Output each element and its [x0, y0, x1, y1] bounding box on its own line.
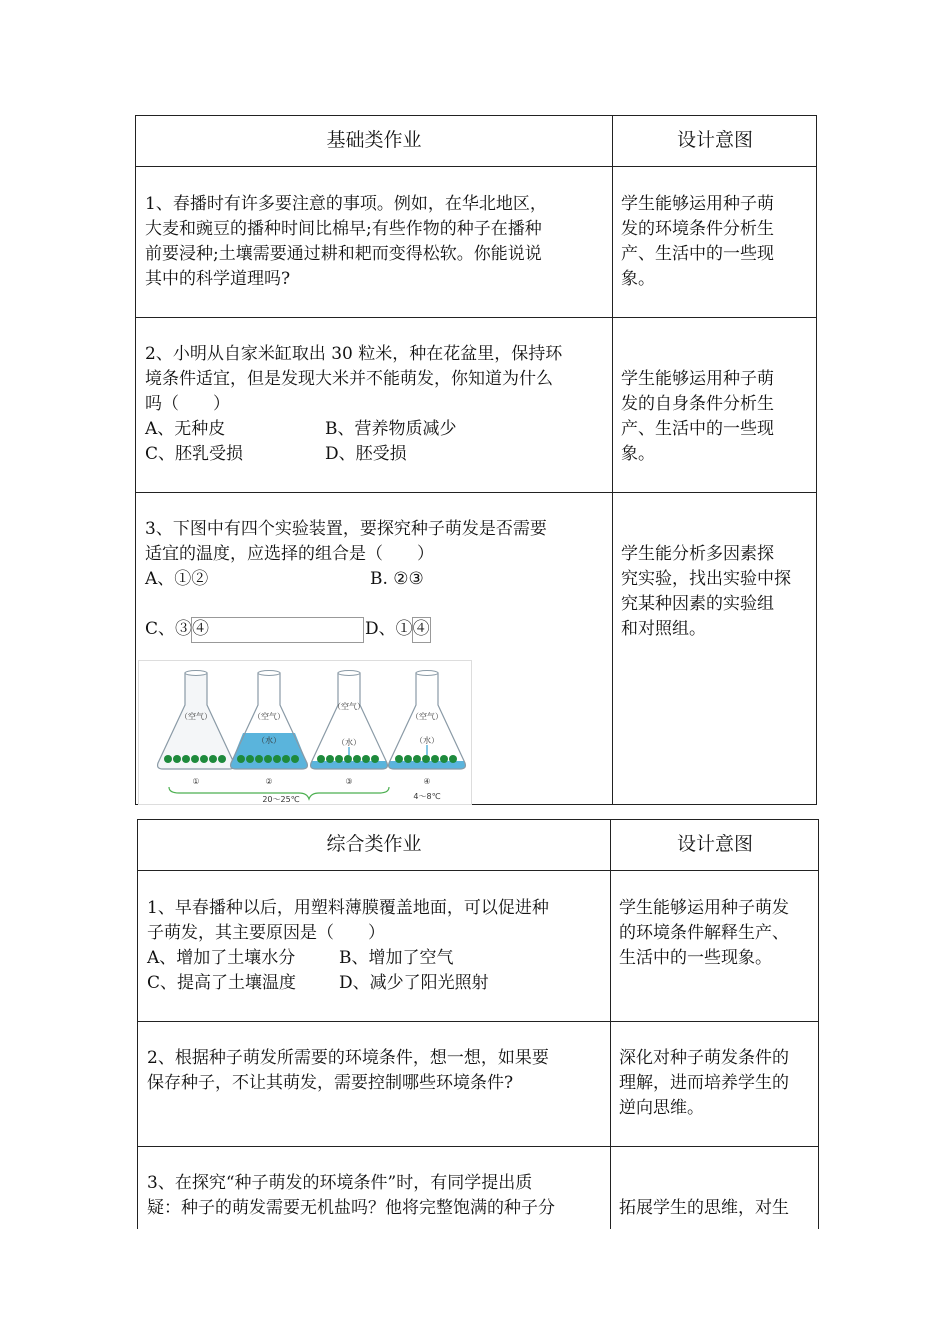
comprehensive-intent-3: 拓展学生的思维，对生	[619, 1198, 789, 1218]
basic-header-intent: 设计意图	[676, 129, 753, 151]
flask-2	[231, 671, 308, 787]
q3-option-a: A、①②	[145, 569, 209, 589]
flask-2-label-water: （水）	[257, 736, 281, 745]
flask-4-label-water: （水）	[415, 736, 439, 745]
basic-intent-2: 学生能够运用种子萌 发的自身条件分析生 产、生活中的一些现 象。	[621, 369, 774, 464]
flask-experiment-figure	[138, 660, 472, 805]
basic-header-homework: 基础类作业	[326, 129, 422, 151]
comprehensive-header-intent: 设计意图	[676, 833, 753, 855]
temperature-range-warm: 20～25℃	[262, 795, 300, 804]
flask-2-number: ②	[265, 777, 273, 786]
flask-3-label-water: （水）	[337, 738, 361, 747]
c-q1-option-d: D、减少了阳光照射	[339, 973, 489, 993]
basic-q3: 3、下图中有四个实验装置，要探究种子萌发是否需要 适宜的温度，应选择的组合是（ ） A、①② B. ②③ C、③④ D、①④	[145, 517, 610, 642]
q3-option-c: C、③④	[145, 619, 210, 639]
flask-4-number: ④	[423, 777, 431, 786]
c-q1-option-a: A、增加了土壤水分	[147, 948, 296, 968]
flask-diagram	[139, 661, 471, 804]
comprehensive-intent-2: 深化对种子萌发条件的 理解，进而培养学生的 逆向思维。	[619, 1048, 789, 1118]
flask-3-number: ③	[345, 777, 353, 786]
comprehensive-homework-table	[137, 819, 819, 1229]
flask-1-label-air: （空气）	[180, 712, 212, 721]
q2-option-c: C、胚乳受损	[145, 444, 244, 464]
temperature-range-cold: 4～8℃	[413, 792, 441, 801]
c-q1-option-c: C、提高了土壤温度	[147, 973, 297, 993]
comprehensive-q3: 3、在探究“种子萌发的环境条件”时，有同学提出质 疑：种子的萌发需要无机盐吗？他将完整饱满的种子分	[147, 1173, 555, 1218]
basic-q1: 1、春播时有许多要注意的事项。例如，在华北地区， 大麦和豌豆的播种时间比棉早;有些作物的种子在播种 前要浸种;土壤需要通过耕和耙而变得松软。你能说说 其中的科学道理吗?	[145, 194, 547, 289]
comprehensive-q2: 2、根据种子萌发所需要的环境条件，想一想，如果要 保存种子，不让其萌发，需要控制哪些环境条件?	[147, 1048, 549, 1093]
q2-option-b: B、营养物质减少	[325, 419, 457, 439]
flask-3-label-air: （空气）	[333, 702, 365, 711]
q3-option-b: B. ②③	[370, 569, 424, 589]
q2-option-d: D、胚受损	[325, 444, 407, 464]
basic-intent-1: 学生能够运用种子萌 发的环境条件分析生 产、生活中的一些现 象。	[621, 194, 774, 289]
comprehensive-intent-1: 学生能够运用种子萌发 的环境条件解释生产、 生活中的一些现象。	[619, 898, 789, 968]
flask-1-number: ①	[192, 777, 200, 786]
flask-1	[158, 671, 235, 787]
comprehensive-header-homework: 综合类作业	[326, 833, 422, 855]
basic-q2: 2、小明从自家米缸取出 30 粒米，种在花盆里，保持环 境条件适宜，但是发现大米并不能萌发，你知道为什么 吗（ ） A、无种皮 B、营养物质减少 C、胚乳受损 D、胚受损	[145, 342, 610, 467]
q3-option-d: D、①④	[365, 619, 430, 639]
flask-4-label-air: （空气）	[411, 712, 443, 721]
flask-3	[311, 671, 388, 787]
answer-box-c	[191, 617, 364, 643]
answer-box-d	[412, 617, 431, 643]
basic-homework-table	[135, 115, 817, 805]
c-q1-option-b: B、增加了空气	[339, 948, 454, 968]
q2-option-a: A、无种皮	[145, 419, 226, 439]
flask-4	[389, 671, 466, 787]
comprehensive-q1: 1、早春播种以后，用塑料薄膜覆盖地面，可以促进种 子萌发，其主要原因是（ ） A、增加了土壤水分 B、增加了空气 C、提高了土壤温度 D、减少了阳光照射	[147, 896, 607, 996]
basic-intent-3: 学生能分析多因素探 究实验，找出实验中探 究某种因素的实验组 和对照组。	[621, 544, 791, 639]
flask-2-label-air: （空气）	[253, 712, 285, 721]
